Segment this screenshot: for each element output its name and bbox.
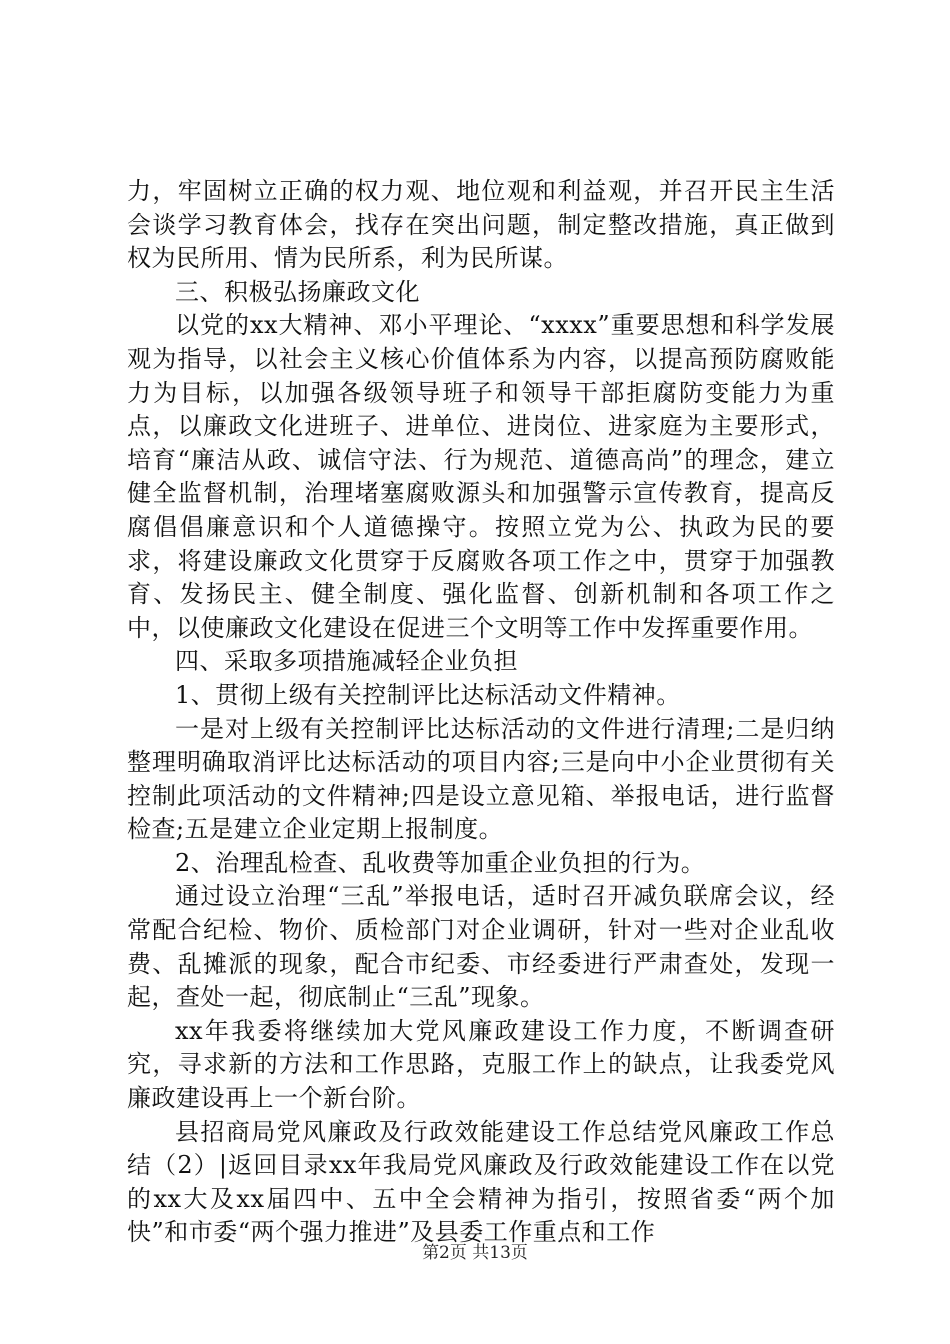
page-number-footer: 第2页 共13页	[422, 1243, 528, 1263]
subheading-2: 2、治理乱检查、乱收费等加重企业负担的行为。	[175, 848, 706, 877]
paragraph-1: 力，牢固树立正确的权力观、地位观和利益观，并召开民主生活会谈学习教育体会，找存在突出问题，制定整改措施，真正做到权为民所用、情为民所系，利为民所谋。	[127, 177, 835, 273]
heading-section-3: 三、积极弘扬廉政文化	[175, 277, 420, 306]
paragraph-6: 一是对上级有关控制评比达标活动的文件进行清理;二是归纳整理明确取消评比达标活动的项目内容;三是向中小企业贯彻有关控制此项活动的文件精神;四是设立意见箱、举报电话，进行监督检查;五是建立企业定期上报制度。	[127, 714, 835, 844]
subheading-1: 1、贯彻上级有关控制评比达标活动文件精神。	[175, 680, 681, 709]
paragraph-3: 以党的xx大精神、邓小平理论、“xxxx”重要思想和科学发展观为指导，以社会主义核心价值体系为内容，以提高预防腐败能力为目标，以加强各级领导班子和领导干部拒腐防变能力为重点，以廉政文化进班子、进单位、进岗位、进家庭为主要形式，培育“廉洁从政、诚信守法、行为规范、道德高尚”的理念，建立健全监督机制，治理堵塞腐败源头和加强警示宣传教育，提高反腐倡倡廉意识和个人道德操守。按照立党为公、执政为民的要求，将建设廉政文化贯穿于反腐败各项工作之中，贯穿于加强教育、发扬民主、健全制度、强化监督、创新机制和各项工作之中，以使廉政文化建设在促进三个文明等工作中发挥重要作用。	[127, 311, 835, 642]
heading-section-4: 四、采取多项措施减轻企业负担	[175, 647, 518, 676]
paragraph-10: 县招商局党风廉政及行政效能建设工作总结党风廉政工作总结（2）|返回目录xx年我局党风廉政及行政效能建设工作在以党的xx大及xx届四中、五中全会精神为指引，按照省委“两个加快”和市委“两个强力推进”及县委工作重点和工作	[127, 1117, 835, 1247]
paragraph-9: xx年我委将继续加大党风廉政建设工作力度，不断调查研究，寻求新的方法和工作思路，克服工作上的缺点，让我委党风廉政建设再上一个新台阶。	[127, 1016, 835, 1113]
paragraph-8: 通过设立治理“三乱”举报电话，适时召开减负联席会议，经常配合纪检、物价、质检部门对企业调研，针对一些对企业乱收费、乱摊派的现象，配合市纪委、市经委进行严肃查处，发现一起，查处一起，彻底制止“三乱”现象。	[127, 882, 835, 1012]
document-body	[127, 175, 835, 1250]
